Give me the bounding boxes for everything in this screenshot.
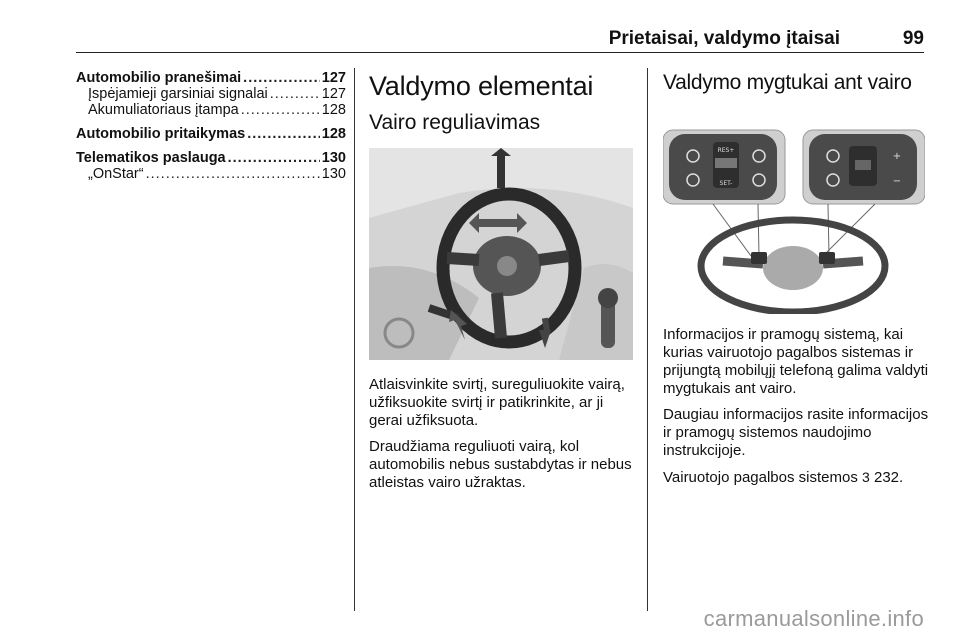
toc-entry[interactable]: Automobilio pritaikymas ..... 128 bbox=[76, 126, 346, 142]
toc-entry[interactable]: Įspėjamieji garsiniai signalai ..... 127 bbox=[76, 86, 346, 102]
section-title: Valdymo elementai bbox=[369, 71, 594, 101]
res-label: RES+ bbox=[717, 147, 735, 154]
header-title: Prietaisai, valdymo įtaisai bbox=[608, 28, 840, 49]
body-paragraph: Atlaisvinkite svirtį, sureguliuokite vairą, užfiksuokite svirtį ir patikrinkite, ar ji gerai užfiksuota. bbox=[369, 376, 625, 429]
body-paragraph: Daugiau informacijos rasite informacijos ir pramogų sistemos naudojimo instrukcijoje. bbox=[663, 406, 929, 459]
body-paragraph: Informacijos ir pramogų sistemą, kai kurias vairuotojo pagalbos sistemas ir prijungtą mobilųjį telefoną galima valdyti mygtukais ant vairo. bbox=[663, 326, 929, 397]
body-paragraph: Draudžiama reguliuoti vairą, kol automobilis nebus sustabdytas ir nebus atleistas vairo užraktas. bbox=[369, 438, 632, 491]
toc-entry[interactable]: „OnStar“ ..... 130 bbox=[76, 166, 346, 182]
steering-wheel-adjustment-illustration bbox=[369, 148, 633, 360]
watermark: carmanualsonline.info bbox=[703, 606, 924, 631]
page-header bbox=[76, 26, 924, 53]
toc-entry[interactable]: Akumuliatoriaus įtampa ..... 128 bbox=[76, 102, 346, 118]
cross-reference[interactable]: Vairuotojo pagalbos sistemos 3 232. bbox=[663, 469, 904, 486]
toc-entry[interactable]: Automobilio pranešimai ..... 127 bbox=[76, 70, 346, 86]
svg-text:+: + bbox=[892, 151, 902, 162]
table-of-contents bbox=[76, 70, 346, 182]
svg-text:−: − bbox=[892, 176, 902, 187]
page-number: 99 bbox=[902, 28, 924, 49]
steering-controls-section bbox=[663, 70, 933, 495]
toc-entry[interactable]: Telematikos paslauga ..... 130 bbox=[76, 150, 346, 166]
reference-arrow-icon: 3 bbox=[862, 469, 870, 485]
column-divider-left bbox=[354, 68, 355, 611]
steering-adjustment-section bbox=[369, 70, 633, 500]
column-divider-right bbox=[647, 68, 648, 611]
steering-wheel-controls-illustration bbox=[663, 106, 925, 314]
set-label: SET- bbox=[719, 180, 733, 187]
section-title: Valdymo mygtukai ant vairo bbox=[663, 71, 912, 94]
subsection-title: Vairo reguliavimas bbox=[369, 111, 541, 134]
